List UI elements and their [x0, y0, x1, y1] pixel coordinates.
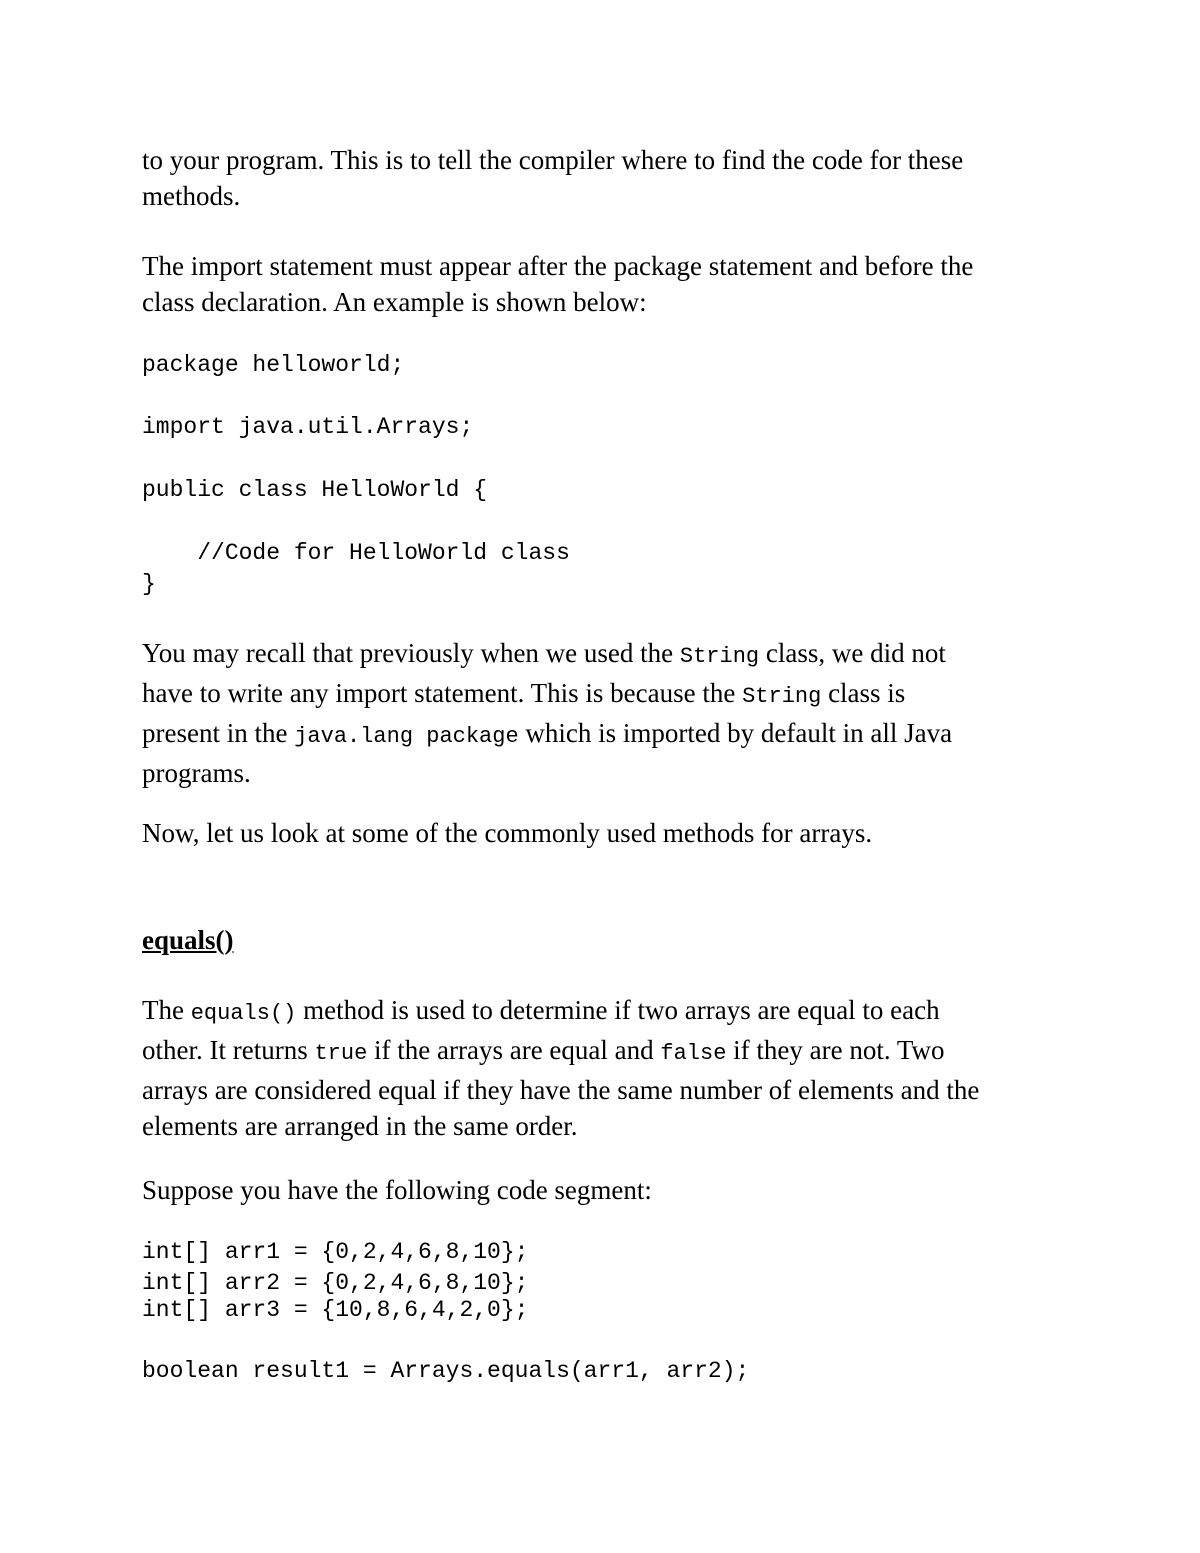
- text-line: class declaration. An example is shown below:: [142, 287, 647, 317]
- inline-code: equals(): [190, 1001, 297, 1026]
- text-segment: which is imported by default in all Java: [518, 718, 953, 748]
- text-line: elements are arranged in the same order.: [142, 1111, 578, 1141]
- string-paragraph: [142, 635, 952, 791]
- text-line: Now, let us look at some of the commonly used methods for arrays.: [142, 818, 873, 848]
- text-segment: if they are not. Two: [726, 1035, 945, 1065]
- code-line-arr2: int[] arr2 = {0,2,4,6,8,10};: [142, 1270, 529, 1296]
- text-segment: present in the: [142, 718, 295, 748]
- text-segment: have to write any import statement. This is because the: [142, 678, 743, 708]
- text-segment: class, we did not: [759, 638, 946, 668]
- text-segment: class is: [821, 678, 906, 708]
- import-paragraph: [142, 248, 973, 320]
- code-line-result1: boolean result1 = Arrays.equals(arr1, arr2);: [142, 1358, 750, 1384]
- suppose-paragraph: [142, 1172, 652, 1208]
- inline-code: String: [742, 684, 822, 709]
- text-segment: You may recall that previously when we used the: [142, 638, 680, 668]
- code-line-package: package helloworld;: [142, 352, 405, 378]
- inline-code: false: [660, 1041, 727, 1066]
- code-line-close: }: [142, 571, 156, 597]
- section-heading: equals(): [142, 925, 234, 955]
- now-paragraph: [142, 815, 872, 851]
- text-segment: method is used to determine if two arrays are equal to each: [296, 995, 940, 1025]
- text-line: [142, 715, 952, 755]
- text-segment: The: [142, 995, 191, 1025]
- inline-code: true: [314, 1041, 368, 1066]
- text-line: [142, 1032, 979, 1072]
- code-line-class: public class HelloWorld {: [142, 477, 488, 503]
- text-line: [142, 635, 952, 675]
- text-segment: if the arrays are equal and: [367, 1035, 661, 1065]
- text-line: to your program. This is to tell the compiler where to find the code for these: [142, 145, 964, 175]
- equals-paragraph: [142, 992, 979, 1144]
- text-line: arrays are considered equal if they have the same number of elements and the: [142, 1075, 980, 1105]
- text-line: Suppose you have the following code segment:: [142, 1175, 652, 1205]
- code-line-comment: //Code for HelloWorld class: [142, 540, 570, 566]
- text-line: programs.: [142, 758, 251, 788]
- inline-code: String: [679, 644, 760, 669]
- text-line: [142, 992, 979, 1032]
- text-line: [142, 675, 952, 715]
- text-line: The import statement must appear after the package statement and before the: [142, 251, 974, 281]
- text-segment: other. It returns: [142, 1035, 315, 1065]
- inline-code: java.lang package: [294, 724, 519, 749]
- code-line-arr1: int[] arr1 = {0,2,4,6,8,10};: [142, 1239, 529, 1265]
- code-line-arr3: int[] arr3 = {10,8,6,4,2,0};: [142, 1297, 529, 1323]
- text-line: methods.: [142, 181, 241, 211]
- code-line-import: import java.util.Arrays;: [142, 414, 474, 440]
- intro-paragraph: [142, 142, 963, 214]
